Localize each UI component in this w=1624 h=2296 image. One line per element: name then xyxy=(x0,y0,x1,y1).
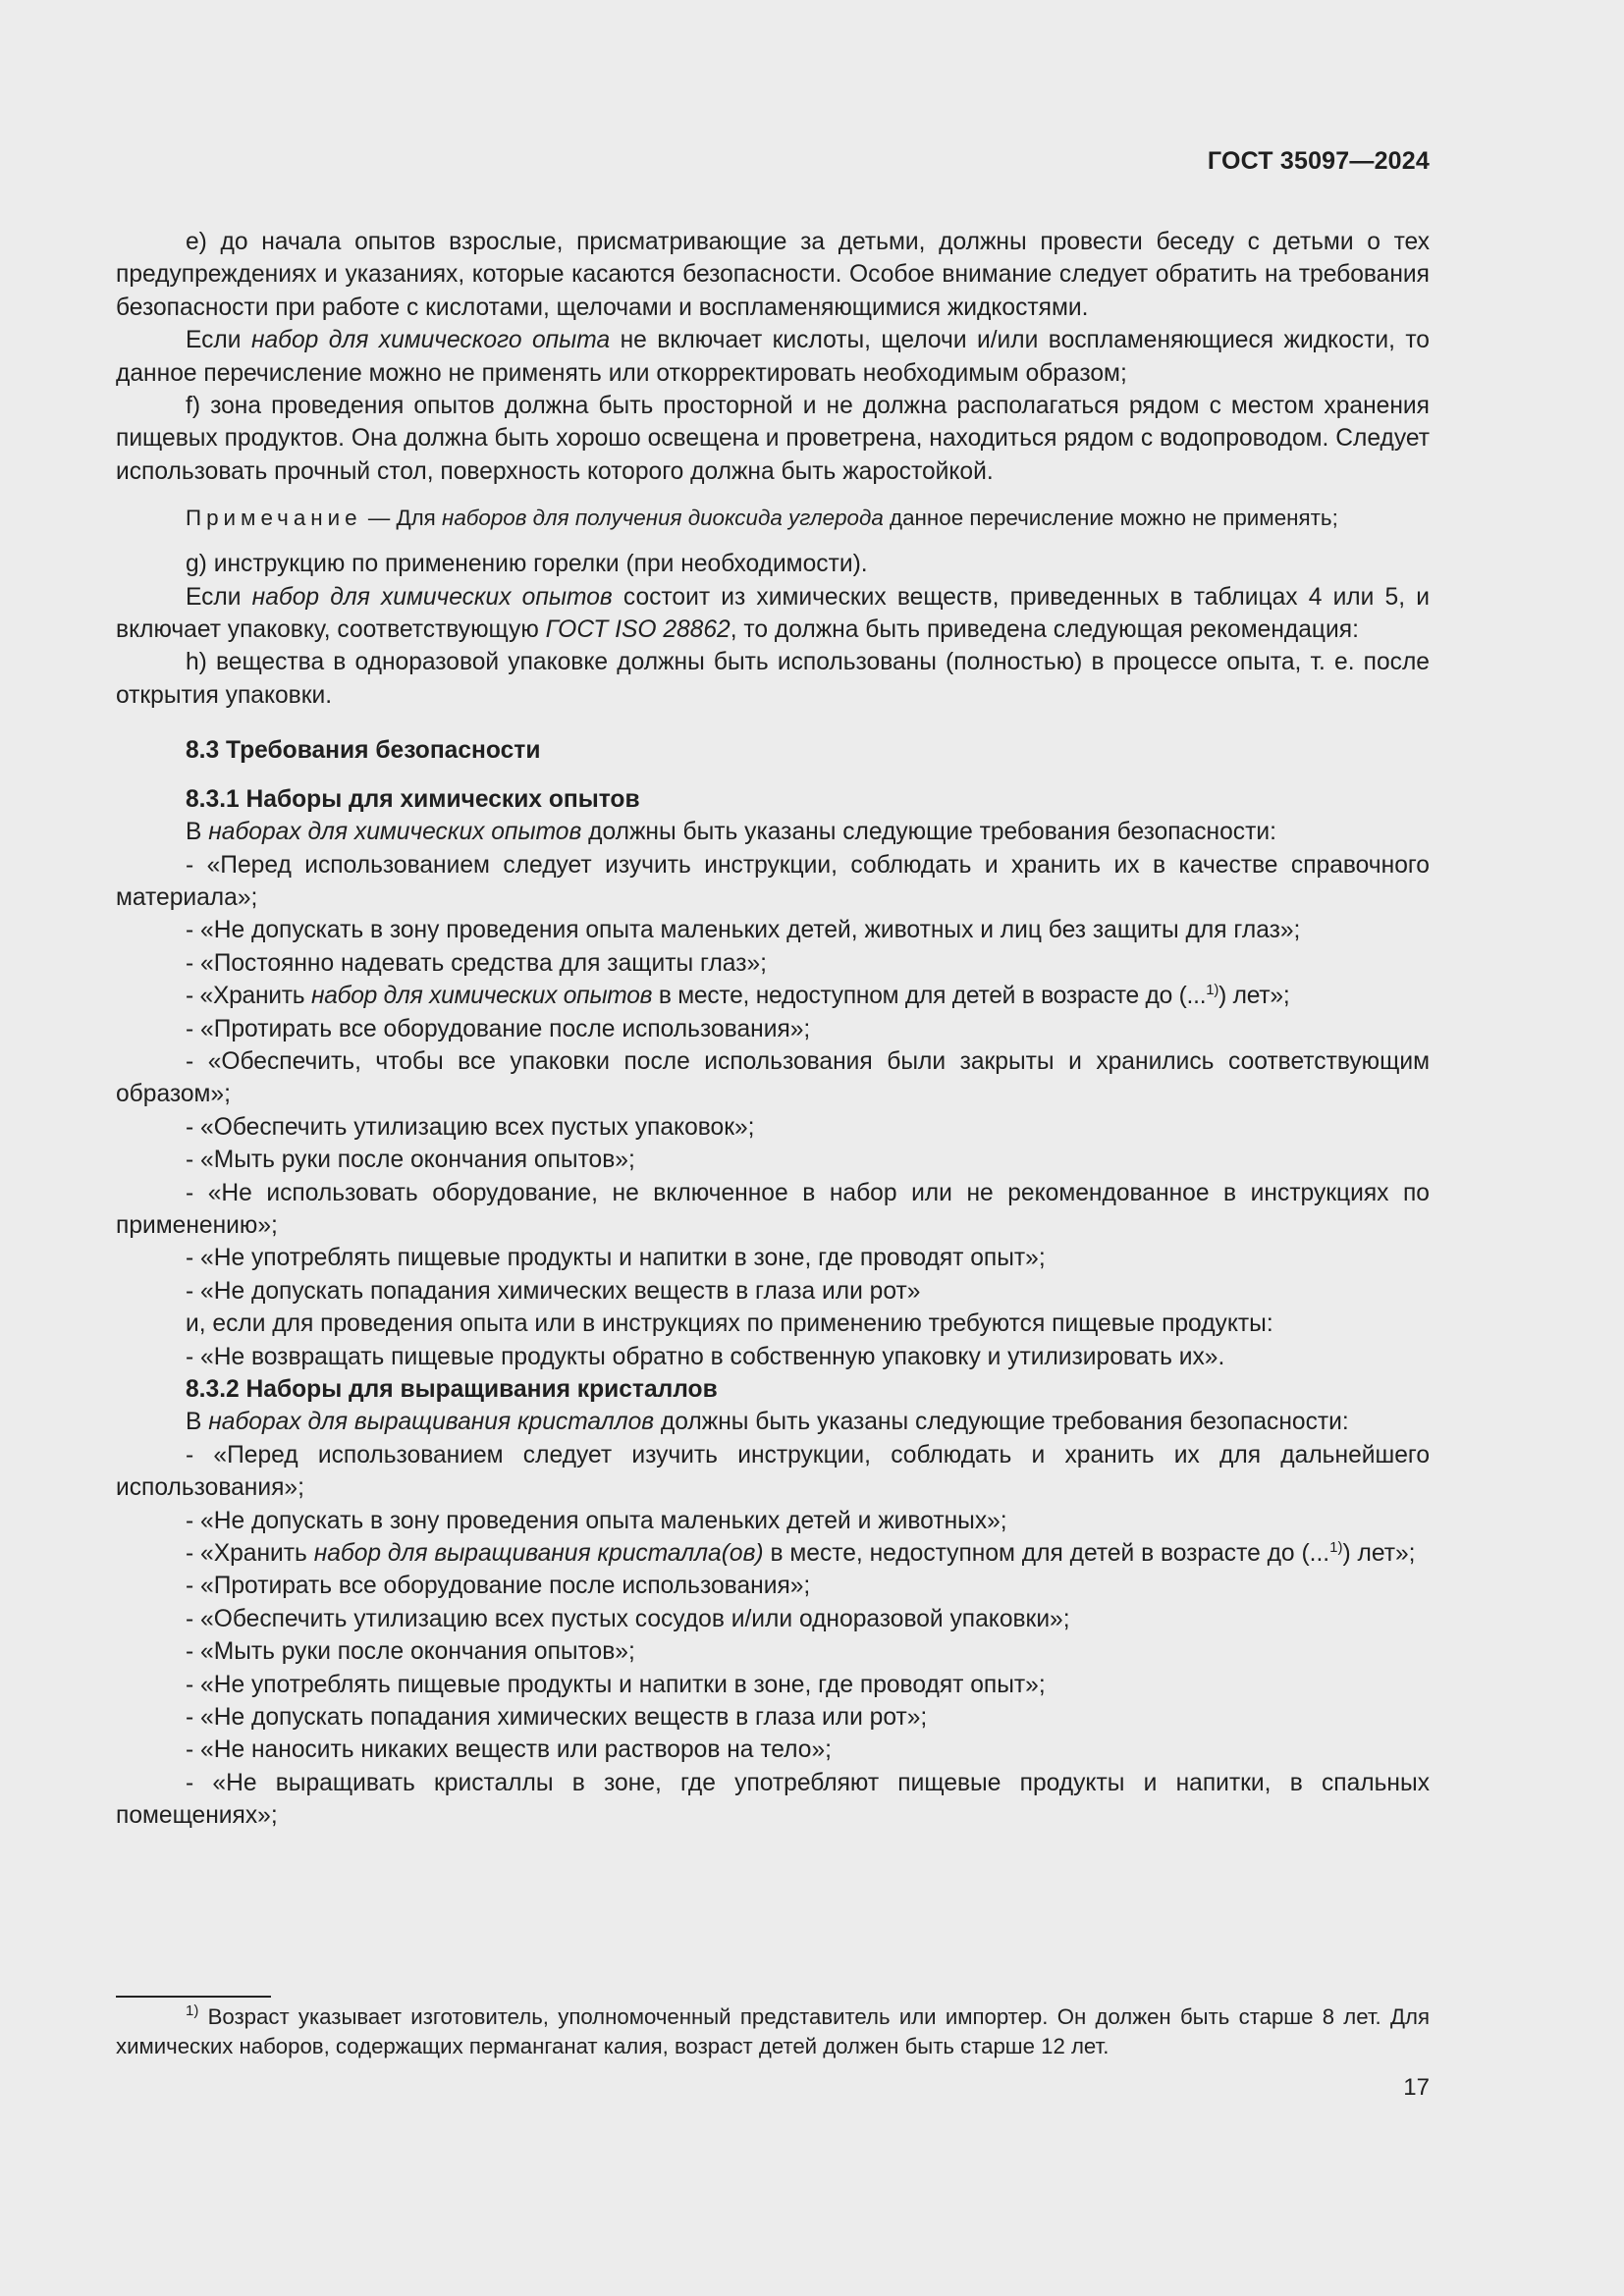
list-item: - «Не допускать в зону проведения опыта маленьких детей и животных»; xyxy=(186,1507,1007,1534)
list-item: - «Перед использованием следует изучить инструкции, соблюдать и хранить их в качестве справочного материала»; xyxy=(116,851,1430,911)
list-item: - «Не допускать попадания химических веществ в глаза или рот» xyxy=(186,1277,921,1305)
standard-reference: ГОСТ ISO 28862 xyxy=(545,616,731,644)
condition-paragraph-e: Если набор для химического опыта не включает кислоты, щелочи и/или воспламеняющиеся жидкости, то данное перечисление можно не применять или откорректировать необходимым образом; xyxy=(116,327,1430,387)
footnote-marker: 1) xyxy=(186,2002,199,2019)
list-item: - «Не наносить никаких веществ или растворов на тело»; xyxy=(186,1736,832,1764)
term-italic: наборов для получения диоксида углерода xyxy=(442,506,884,531)
list-item: - «Мыть руки после окончания опытов»; xyxy=(186,1638,635,1666)
list-item: - «Протирать все оборудование после использования»; xyxy=(186,1573,811,1600)
list-item: - «Хранить набор для химических опытов в месте, недоступном для детей в возрасте до (...$^{1)}$) лет»; xyxy=(186,982,1290,1010)
term-italic: набор для химических опытов xyxy=(310,983,653,1010)
list-item: - «Не допускать в зону проведения опыта маленьких детей, животных и лиц без защиты для глаз»; xyxy=(186,917,1301,944)
document-body xyxy=(116,226,1430,1833)
list-item: - «Перед использованием следует изучить инструкции, соблюдать и хранить их для дальнейшего использования»; xyxy=(116,1441,1430,1502)
section-heading-8-3: 8.3 Требования безопасности xyxy=(186,737,541,765)
list-item: - «Обеспечить утилизацию всех пустых сосудов и/или одноразовой упаковки»; xyxy=(186,1605,1070,1632)
page-number: 17 xyxy=(1403,2074,1430,2101)
list-item: - «Хранить набор для выращивания кристалла(ов) в месте, недоступном для детей в возрасте до (...$^{1)}$) лет»; xyxy=(186,1539,1416,1568)
list-item: - «Не выращивать кристаллы в зоне, где употребляют пищевые продукты и напитки, в спальных помещениях»; xyxy=(116,1769,1430,1830)
subsection-intro: В наборах для выращивания кристаллов должны быть указаны следующие требования безопасности: xyxy=(186,1409,1349,1436)
condition-paragraph-g: Если набор для химических опытов состоит из химических веществ, приведенных в таблицах 4 или 5, и включает упаковку, соответствующую ГОСТ ISO 28862, то должна быть приведена следующая рекомендация: xyxy=(116,583,1430,644)
subsection-intro: В наборах для химических опытов должны быть указаны следующие требования безопасности: xyxy=(186,819,1276,846)
list-item-f: f) зона проведения опытов должна быть просторной и не должна располагаться рядом с местом хранения пищевых продуктов. Она должна быть хорошо освещена и проветрена, находиться рядом с водопроводом. Следует использовать прочный стол, поверхность которого должна быть жаростойкой. xyxy=(116,393,1430,485)
subsection-heading-8-3-1: 8.3.1 Наборы для химических опытов xyxy=(186,785,640,813)
list-item: - «Не употреблять пищевые продукты и напитки в зоне, где проводят опыт»; xyxy=(186,1245,1046,1272)
list-item: - «Мыть руки после окончания опытов»; xyxy=(186,1147,635,1174)
list-item: - «Не использовать оборудование, не включенное в набор или не рекомендованное в инструкциях по применению»; xyxy=(116,1179,1430,1239)
note-paragraph: Примечание — Для наборов для получения диоксида углерода данное перечисление можно не применять; xyxy=(186,506,1338,531)
document-header: ГОСТ 35097—2024 xyxy=(1207,147,1430,175)
term-italic: наборах для выращивания кристаллов xyxy=(208,1409,655,1436)
list-item-h: h) вещества в одноразовой упаковке должны быть использованы (полностью) в процессе опыта, т. е. после открытия упаковки. xyxy=(116,649,1430,709)
footnote-ref[interactable]: 1) xyxy=(1206,982,1219,999)
term-italic: набор для химических опытов xyxy=(251,583,613,611)
note-label: Примечание xyxy=(186,506,362,531)
subsection-heading-8-3-2: 8.3.2 Наборы для выращивания кристаллов xyxy=(186,1376,718,1403)
condition-paragraph: и, если для проведения опыта или в инструкциях по применению требуются пищевые продукты: xyxy=(186,1310,1273,1338)
list-item: - «Не употреблять пищевые продукты и напитки в зоне, где проводят опыт»; xyxy=(186,1671,1046,1698)
list-item-g: g) инструкцию по применению горелки (при необходимости). xyxy=(186,551,868,578)
term-italic: наборах для химических опытов xyxy=(208,819,582,846)
term-italic: набор для выращивания кристалла(ов) xyxy=(313,1540,764,1568)
footnote: $^{1)}$ Возраст указывает изготовитель, уполномоченный представитель или импортер. Он должен быть старше 8 лет. Для химических наборов, содержащих перманганат калия, возраст детей должен быть старше 12 лет. xyxy=(116,2002,1430,2058)
list-item: - «Обеспечить утилизацию всех пустых упаковок»; xyxy=(186,1113,755,1141)
term-italic: набор для химического опыта xyxy=(250,327,611,354)
footnote-divider xyxy=(116,1996,271,1998)
list-item: - «Постоянно надевать средства для защиты глаз»; xyxy=(186,949,767,977)
list-item-e: е) до начала опытов взрослые, присматривающие за детьми, должны провести беседу с детьми о тех предупреждениях и указаниях, которые касаются безопасности. Особое внимание следует обратить на требования безопасности при работе с кислотами, щелочами и воспламеняющимися жидкостями. xyxy=(116,229,1430,321)
footnote-ref[interactable]: 1) xyxy=(1329,1539,1343,1557)
list-item: - «Протирать все оборудование после использования»; xyxy=(186,1015,811,1042)
list-item: - «Обеспечить, чтобы все упаковки после использования были закрыты и хранились соответствующим образом»; xyxy=(116,1047,1430,1108)
list-item: - «Не возвращать пищевые продукты обратно в собственную упаковку и утилизировать их». xyxy=(186,1343,1225,1370)
list-item: - «Не допускать попадания химических веществ в глаза или рот»; xyxy=(186,1704,928,1732)
